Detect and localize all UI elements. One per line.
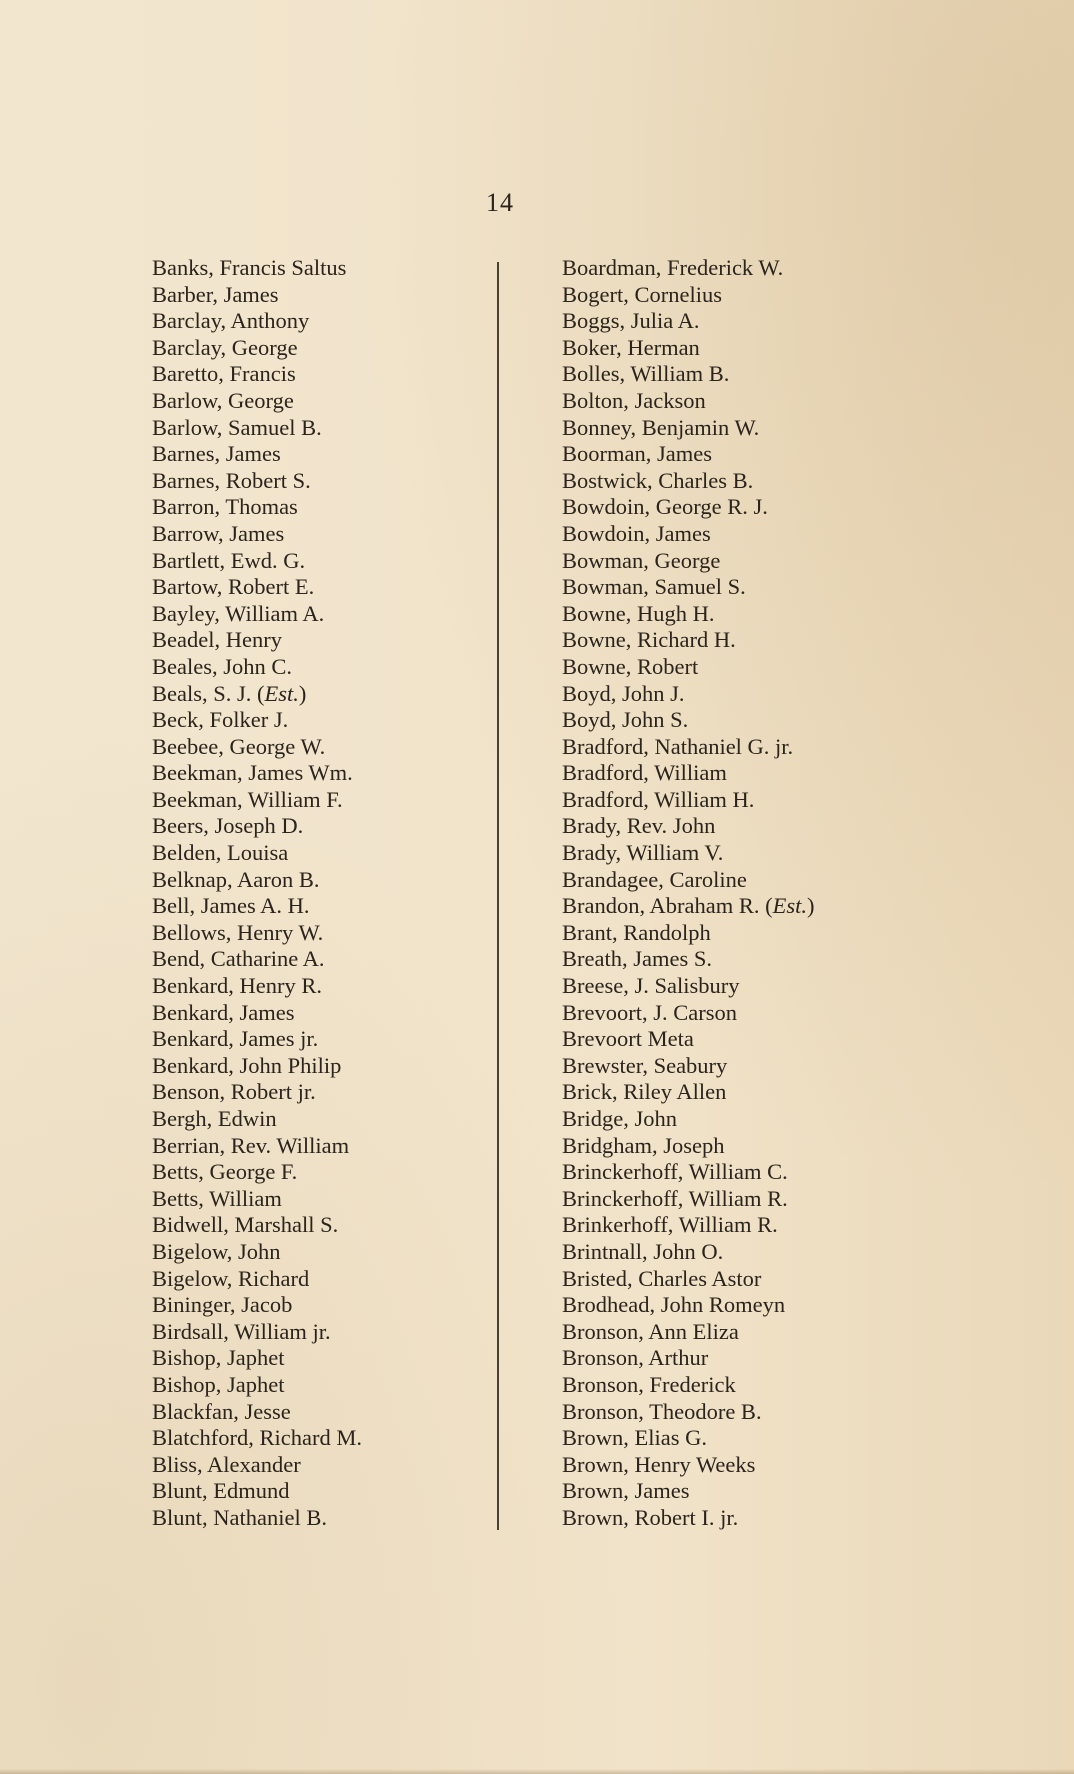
- name-entry: Beck, Folker J.: [152, 707, 289, 733]
- name-entry: Bininger, Jacob: [152, 1292, 293, 1318]
- name-entry: Blatchford, Richard M.: [152, 1425, 362, 1451]
- name-entry: Brinkerhoff, William R.: [562, 1212, 778, 1238]
- name-entry: Bowne, Richard H.: [562, 627, 736, 653]
- name-entry: Bowman, Samuel S.: [562, 574, 746, 600]
- name-entry: Bridgham, Joseph: [562, 1132, 725, 1158]
- name-entry: Bowman, George: [562, 547, 721, 573]
- name-entry: Bidwell, Marshall S.: [152, 1212, 339, 1238]
- name-entry: Barlow, George: [152, 387, 294, 413]
- name-entry: Bigelow, Richard: [152, 1265, 310, 1291]
- name-entry: Barron, Thomas: [152, 494, 298, 520]
- name-entry: Beals, S. J. (Est.): [152, 680, 307, 706]
- name-entry: Bigelow, John: [152, 1238, 281, 1264]
- name-entry: Blackfan, Jesse: [152, 1398, 291, 1424]
- name-entry: Bridge, John: [562, 1106, 677, 1131]
- name-entry: Betts, William: [152, 1185, 282, 1211]
- name-entry: Boggs, Julia A.: [562, 308, 700, 334]
- name-entry: Bolton, Jackson: [562, 387, 706, 413]
- name-entry: Belknap, Aaron B.: [152, 866, 320, 892]
- name-entry: Bowne, Hugh H.: [562, 600, 715, 626]
- name-entry: Bostwick, Charles B.: [562, 467, 754, 493]
- name-entry: Baretto, Francis: [152, 361, 296, 387]
- name-entry: Barrow, James: [152, 520, 285, 546]
- name-entry: Barber, James: [152, 281, 279, 307]
- name-entry: Benkard, James jr.: [152, 1026, 319, 1052]
- name-entry: Brintnall, John O.: [562, 1238, 724, 1264]
- name-entry: Benson, Robert jr.: [152, 1079, 316, 1105]
- name-entry: Brick, Riley Allen: [562, 1079, 727, 1105]
- name-entry: Brown, Henry Weeks: [562, 1451, 756, 1477]
- name-entry: Barnes, Robert S.: [152, 467, 311, 493]
- name-entry: Birdsall, William jr.: [152, 1318, 331, 1344]
- name-entry: Brewster, Seabury: [562, 1052, 728, 1078]
- name-entry: Barlow, Samuel B.: [152, 414, 322, 440]
- name-entry: Brown, Robert I. jr.: [562, 1504, 739, 1530]
- name-entry: Brandon, Abraham R. (Est.): [562, 893, 815, 919]
- name-entry: Blunt, Nathaniel B.: [152, 1504, 327, 1530]
- name-entry: Bowne, Robert: [562, 653, 699, 679]
- name-entry: Boker, Herman: [562, 334, 700, 360]
- name-entry: Beers, Joseph D.: [152, 813, 304, 839]
- name-entry: Brinckerhoff, William C.: [562, 1159, 788, 1185]
- name-entry: Brown, James: [562, 1478, 690, 1504]
- name-entry: Barnes, James: [152, 441, 281, 467]
- name-entry: Beekman, William F.: [152, 786, 343, 812]
- page-edge-shadow: [0, 1769, 1074, 1774]
- name-entry: Boyd, John S.: [562, 707, 689, 733]
- name-entry: Benkard, John Philip: [152, 1052, 342, 1078]
- name-entry: Bronson, Arthur: [562, 1345, 709, 1371]
- name-entry: Boorman, James: [562, 441, 712, 467]
- name-entry: Beales, John C.: [152, 653, 292, 679]
- name-entry: Belden, Louisa: [152, 840, 289, 866]
- name-entry: Benkard, Henry R.: [152, 973, 322, 999]
- name-entry: Brady, Rev. John: [562, 813, 716, 839]
- name-entry: Bradford, William: [562, 760, 727, 786]
- name-entry: Brant, Randolph: [562, 919, 711, 945]
- name-entry: Bartlett, Ewd. G.: [152, 547, 306, 573]
- name-entry: Berrian, Rev. William: [152, 1132, 350, 1158]
- name-entry: Beadel, Henry: [152, 627, 282, 653]
- name-entry: Beekman, James Wm.: [152, 760, 353, 786]
- name-entry: Brady, William V.: [562, 840, 724, 866]
- name-entry: Bishop, Japhet: [152, 1371, 285, 1397]
- name-entry: Brodhead, John Romeyn: [562, 1292, 786, 1318]
- name-entry: Brevoort Meta: [562, 1026, 694, 1052]
- name-entry: Bowdoin, George R. J.: [562, 494, 768, 520]
- name-entry: Betts, George F.: [152, 1159, 298, 1185]
- name-entry: Breese, J. Salisbury: [562, 973, 740, 999]
- name-entry: Brown, Elias G.: [562, 1425, 707, 1451]
- name-entry: Bell, James A. H.: [152, 893, 310, 919]
- name-entry: Barclay, Anthony: [152, 308, 310, 334]
- name-entry: Bradford, William H.: [562, 786, 755, 812]
- name-entry: Barclay, George: [152, 334, 298, 360]
- name-entry: Bonney, Benjamin W.: [562, 414, 760, 440]
- name-entry: Bogert, Cornelius: [562, 281, 722, 307]
- name-entry: Brevoort, J. Carson: [562, 999, 737, 1025]
- name-entry: Bishop, Japhet: [152, 1345, 285, 1371]
- name-entry: Bronson, Theodore B.: [562, 1398, 762, 1424]
- column-divider: [497, 262, 499, 1530]
- name-entry: Bend, Catharine A.: [152, 946, 325, 972]
- name-entry: Bartow, Robert E.: [152, 574, 315, 600]
- name-entry: Bliss, Alexander: [152, 1451, 301, 1477]
- name-entry: Banks, Francis Saltus: [152, 255, 347, 280]
- name-entry: Breath, James S.: [562, 946, 712, 972]
- name-entry: Bayley, William A.: [152, 600, 325, 626]
- name-entry: Blunt, Edmund: [152, 1478, 290, 1504]
- name-entry: Benkard, James: [152, 999, 295, 1025]
- name-entry: Beebee, George W.: [152, 733, 326, 759]
- name-entry: Boyd, John J.: [562, 680, 685, 706]
- left-name-column: [152, 255, 362, 1532]
- name-entry: Bradford, Nathaniel G. jr.: [562, 733, 794, 759]
- name-entry: Brinckerhoff, William R.: [562, 1185, 788, 1211]
- name-entry: Boardman, Frederick W.: [562, 255, 784, 280]
- name-entry: Bowdoin, James: [562, 520, 711, 546]
- name-entry: Bristed, Charles Astor: [562, 1265, 762, 1291]
- page-number: 14: [486, 188, 514, 217]
- name-entry: Bronson, Frederick: [562, 1371, 736, 1397]
- right-name-column: [562, 255, 814, 1532]
- name-entry: Brandagee, Caroline: [562, 866, 747, 892]
- name-entry: Bronson, Ann Eliza: [562, 1318, 739, 1344]
- name-entry: Bolles, William B.: [562, 361, 730, 387]
- name-entry: Bergh, Edwin: [152, 1106, 277, 1131]
- name-entry: Bellows, Henry W.: [152, 919, 324, 945]
